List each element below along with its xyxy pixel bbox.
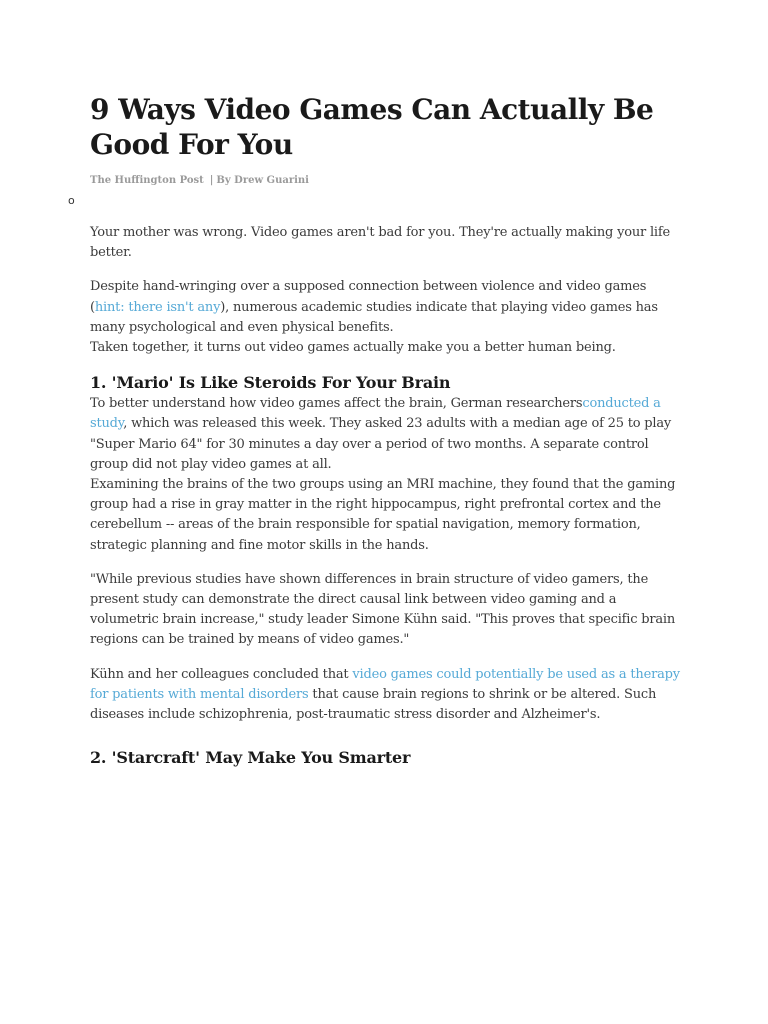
paragraph-text: Despite hand-wringing over a supposed connection between violence and video games ( (90, 279, 647, 315)
paragraph-summary: Taken together, it turns out video games actually make you a better human being. (90, 340, 616, 356)
paragraph-study (90, 394, 680, 475)
paragraph-text: , which was released this week. They asked 23 adults with a median age of 25 to play "Super Mario 64" for 30 minutes a day over a period of two months. A separate control group did not play video games at all. (90, 416, 672, 472)
hint-link[interactable]: hint: there isn't any (94, 299, 221, 315)
paragraph-mri: Examining the brains of the two groups using an MRI machine, they found that the gaming group had a rise in gray matter in the right hippocampus, right prefrontal cortex and the cerebellum -- areas of the brain responsible for spatial navigation, memory formation, strategic planning and fine motor skills in the hands. (90, 477, 676, 553)
paragraph-violence (90, 277, 680, 338)
paragraph-therapy (90, 665, 680, 726)
article-title: 9 Ways Video Games Can Actually Be Good For You (90, 93, 654, 161)
section-heading-starcraft: 2. 'Starcraft' May Make You Smarter (90, 748, 411, 768)
article (68, 92, 680, 769)
paragraph-text: that cause brain regions to shrink or be altered. Such diseases include schizophrenia, post-traumatic stress disorder and Alzheimer's. (90, 686, 657, 723)
paragraph-text: ), numerous academic studies indicate that playing video games has many psychological and even physical benefits. (90, 299, 658, 335)
paragraph-quote: "While previous studies have shown differences in brain structure of video gamers, the present study can demonstrate the direct causal link between video gaming and a volumetric brain increase," study leader Simone Kühn said. "This proves that specific brain regions can be trained by means of video games." (90, 571, 676, 648)
paragraph-text: Kühn and her colleagues concluded that (90, 666, 353, 682)
byline-source: The Huffington Post (90, 175, 204, 186)
intro-paragraph: Your mother was wrong. Video games aren't bad for you. They're actually making your life better. (90, 225, 670, 261)
byline (90, 174, 680, 188)
study-link[interactable]: conducted a study (90, 396, 661, 432)
section-heading-mario: 1. 'Mario' Is Like Steroids For Your Brain (90, 373, 451, 393)
byline-author: By Drew Guarini (216, 175, 309, 186)
byline-separator: | (209, 175, 214, 186)
therapy-link[interactable]: video games could potentially be used as a therapy for patients with mental disorders (90, 666, 680, 702)
bullet-marker: o (68, 194, 75, 207)
paragraph-text: To better understand how video games affect the brain, German researchers (90, 396, 583, 412)
